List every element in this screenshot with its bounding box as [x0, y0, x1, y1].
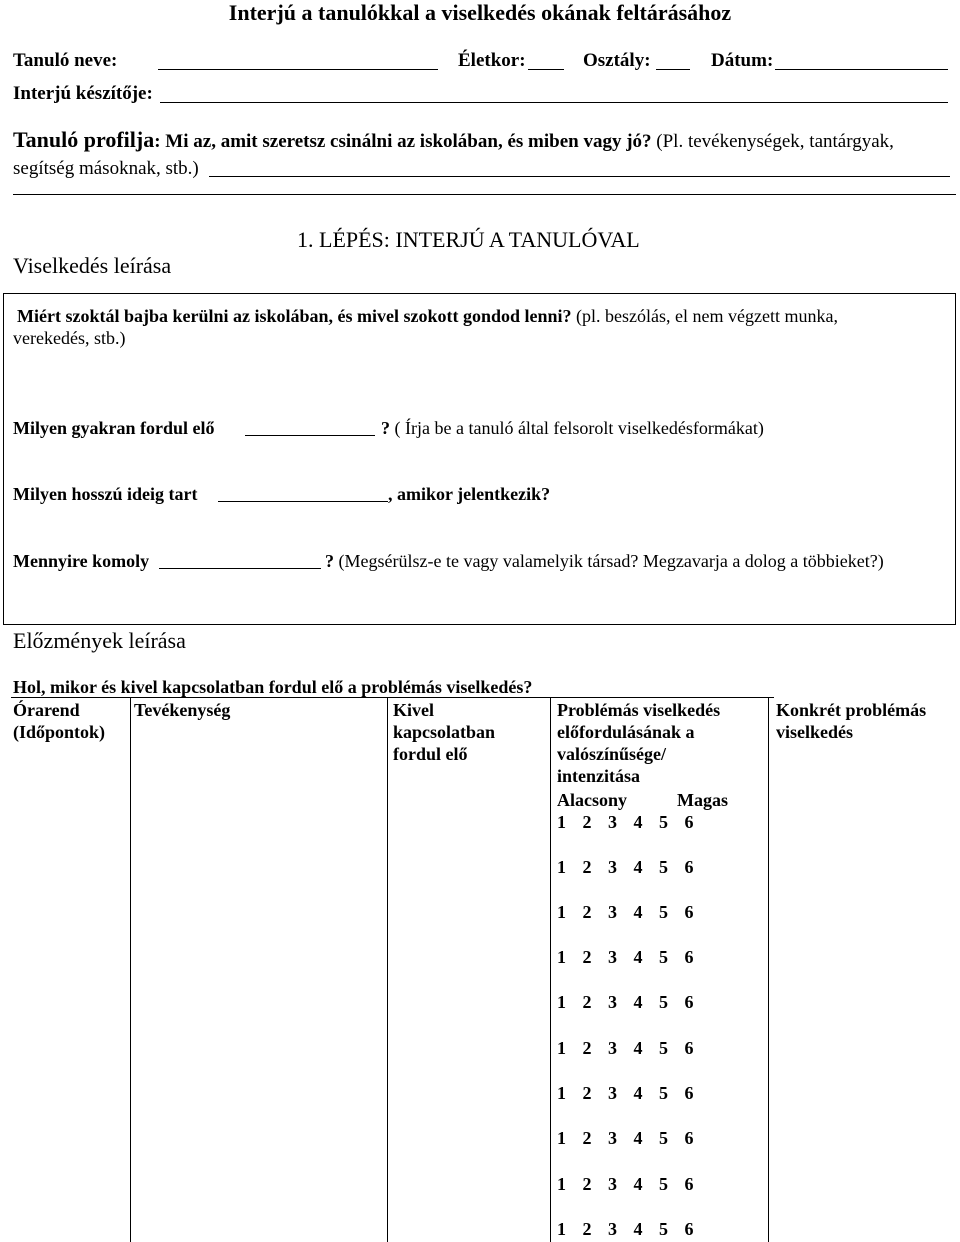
date-label: Dátum: — [711, 50, 774, 71]
scale-row-2[interactable]: 1 2 3 4 5 6 — [557, 857, 694, 877]
interviewer-label: Interjú készítője: — [13, 83, 153, 104]
date-field[interactable] — [775, 69, 948, 70]
student-name-label: Tanuló neve: — [13, 50, 118, 71]
column-activity: Tevékenység — [134, 700, 231, 720]
column-likelihood: Problémás viselkedés előfordulásának a valószínűsége/ intenzitása — [557, 700, 721, 786]
why-question-hint-line2: verekedés, stb.) — [13, 328, 126, 348]
step-title: 1. LÉPÉS: INTERJÚ A TANULÓVAL — [297, 227, 640, 252]
scale-row-1[interactable]: 1 2 3 4 5 6 — [557, 812, 694, 832]
page-title: Interjú a tanulókkal a viselkedés okának feltárásához — [228, 0, 732, 25]
scale-row-3[interactable]: 1 2 3 4 5 6 — [557, 902, 694, 922]
column-specific-behavior: Konkrét problémás viselkedés — [776, 700, 927, 742]
table-divider-1 — [130, 697, 131, 1242]
table-divider-2 — [387, 697, 388, 1242]
scale-row-7[interactable]: 1 2 3 4 5 6 — [557, 1083, 694, 1103]
profile-label: Tanuló profilja — [13, 127, 155, 152]
duration-field[interactable] — [218, 501, 388, 502]
age-field[interactable] — [528, 69, 564, 70]
profile-answer-line-2[interactable] — [13, 194, 956, 195]
frequency-field[interactable] — [245, 435, 375, 436]
duration-question: Milyen hosszú ideig tart — [13, 484, 198, 504]
frequency-question: Milyen gyakran fordul elő — [13, 418, 215, 438]
behavior-section-heading: Viselkedés leírása — [13, 253, 172, 278]
age-label: Életkor: — [458, 50, 526, 71]
severity-question: Mennyire komoly — [13, 551, 150, 571]
behavior-box — [3, 293, 956, 625]
antecedents-question: Hol, mikor és kivel kapcsolatban fordul elő a problémás viselkedés? — [13, 677, 533, 697]
why-question: Miért szoktál bajba kerülni az iskolában, és mivel szokott gondod lenni? (pl. beszólás, el nem végzett munka, — [17, 306, 838, 326]
scale-row-6[interactable]: 1 2 3 4 5 6 — [557, 1038, 694, 1058]
severity-field[interactable] — [159, 568, 321, 569]
class-field[interactable] — [656, 69, 690, 70]
class-label: Osztály: — [583, 50, 651, 71]
profile-question: Tanuló profilja: Mi az, amit szeretsz csinálni az iskolában, és miben vagy jó? (Pl. tevékenységek, tantárgyak, — [13, 127, 894, 152]
student-name-field[interactable] — [158, 69, 438, 70]
frequency-hint: ? ( Írja be a tanuló által felsorolt viselkedésformákat) — [381, 418, 764, 438]
column-schedule: Órarend (Időpontok) — [13, 700, 106, 742]
interviewer-field[interactable] — [160, 102, 948, 103]
table-top-rule — [11, 697, 774, 698]
table-divider-4 — [768, 697, 769, 1242]
scale-high-label: Magas — [677, 790, 728, 810]
antecedents-heading: Előzmények leírása — [13, 628, 186, 653]
duration-question-tail: , amikor jelentkezik? — [388, 484, 551, 504]
scale-row-10[interactable]: 1 2 3 4 5 6 — [557, 1219, 694, 1239]
table-divider-3 — [550, 697, 551, 1242]
scale-row-5[interactable]: 1 2 3 4 5 6 — [557, 992, 694, 1012]
scale-low-label: Alacsony — [557, 790, 628, 810]
scale-row-8[interactable]: 1 2 3 4 5 6 — [557, 1128, 694, 1148]
profile-hint-line2: segítség másoknak, stb.) — [13, 158, 199, 179]
profile-answer-line-1[interactable] — [209, 176, 950, 177]
severity-hint: ? (Megsérülsz-e te vagy valamelyik társad? Megzavarja a dolog a többieket?) — [325, 551, 884, 571]
column-with-whom: Kivel kapcsolatban fordul elő — [393, 700, 496, 764]
scale-row-4[interactable]: 1 2 3 4 5 6 — [557, 947, 694, 967]
scale-row-9[interactable]: 1 2 3 4 5 6 — [557, 1174, 694, 1194]
profile-hint: (Pl. tevékenységek, tantárgyak, — [651, 131, 894, 152]
